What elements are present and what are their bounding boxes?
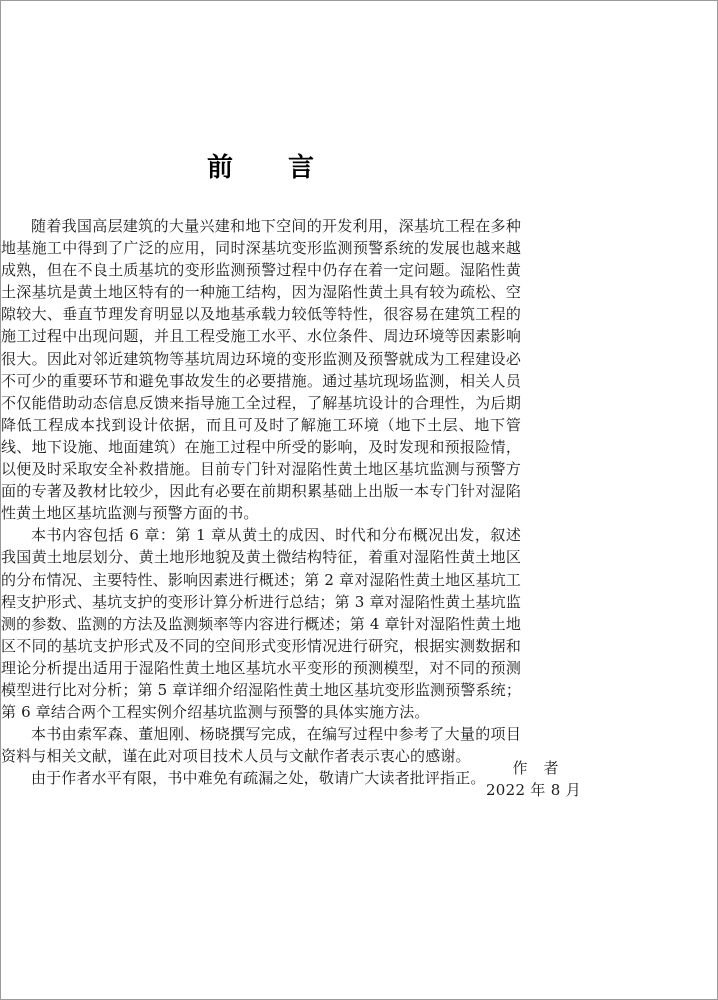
signature-author: 作 者 <box>512 759 559 777</box>
paragraph: 本书由索军森、董旭刚、杨晓撰写完成，在编写过程中参考了大量的项目资料与相关文献，谨在此对项目技术人员与文献作者表示衷心的感谢。 <box>1 725 521 766</box>
signature-block <box>1 757 581 801</box>
page-title: 前 言 <box>206 153 315 183</box>
signature-date: 2022 年 8 月 <box>485 781 581 799</box>
paragraph: 本书内容包括 6 章：第 1 章从黄土的成因、时代和分布概况出发，叙述我国黄土地层划分、黄土地形地貌及黄土微结构特征，着重对湿陷性黄土地区的分布情况、主要特性、影响因素进行概述；第 2 章对湿陷性黄土地区基坑工程支护形式、基坑支护的变形计算分析进行总结；第 3 章对湿陷性黄土基坑监测的参数、监测的方法及监测频率等内容进行概述；第 4 章针对湿陷性黄土地区不同的基坑支护形式及不同的空间形式变形情况进行研究，根据实测数据和理论分析提出适用于湿陷性黄土地区基坑水平变形的预测模型，对不同的预测模型进行比对分析；第 5 章详细介绍湿陷性黄土地区基坑变形监测预警系统；第 6 章结合两个工程实例介绍基坑监测与预警的具体实施方法。 <box>1 526 521 722</box>
paragraph: 随着我国高层建筑的大量兴建和地下空间的开发利用，深基坑工程在多种地基施工中得到了广泛的应用，同时深基坑变形监测预警系统的发展也越来越成熟，但在不良土质基坑的变形监测预警过程中仍存在着一定问题。湿陷性黄土深基坑是黄土地区特有的一种施工结构，因为湿陷性黄土具有较为疏松、空隙较大、垂直节理发育明显以及地基承载力较低等特性，很容易在建筑工程的施工过程中出现问题，并且工程受施工水平、水位条件、周边环境等因素影响很大。因此对邻近建筑物等基坑周边环境的变形监测及预警就成为工程建设必不可少的重要环节和避免事故发生的必要措施。通过基坑现场监测，相关人员不仅能借助动态信息反馈来指导施工全过程，了解基坑设计的合理性，为后期降低工程成本找到设计依据，而且可及时了解施工环境（地下土层、地下管线、地下设施、地面建筑）在施工过程中所受的影响，及时发现和预报险情，以便及时采取安全补救措施。目前专门针对湿陷性黄土地区基坑监测与预警方面的专著及教材比较少，因此有必要在前期积累基础上出版一本专门针对湿陷性黄土地区基坑监测与预警方面的书。 <box>1 217 521 523</box>
paragraph: 由于作者水平有限，书中难免有疏漏之处，敬请广大读者批评指正。 <box>31 769 486 788</box>
body-text <box>1 215 521 789</box>
